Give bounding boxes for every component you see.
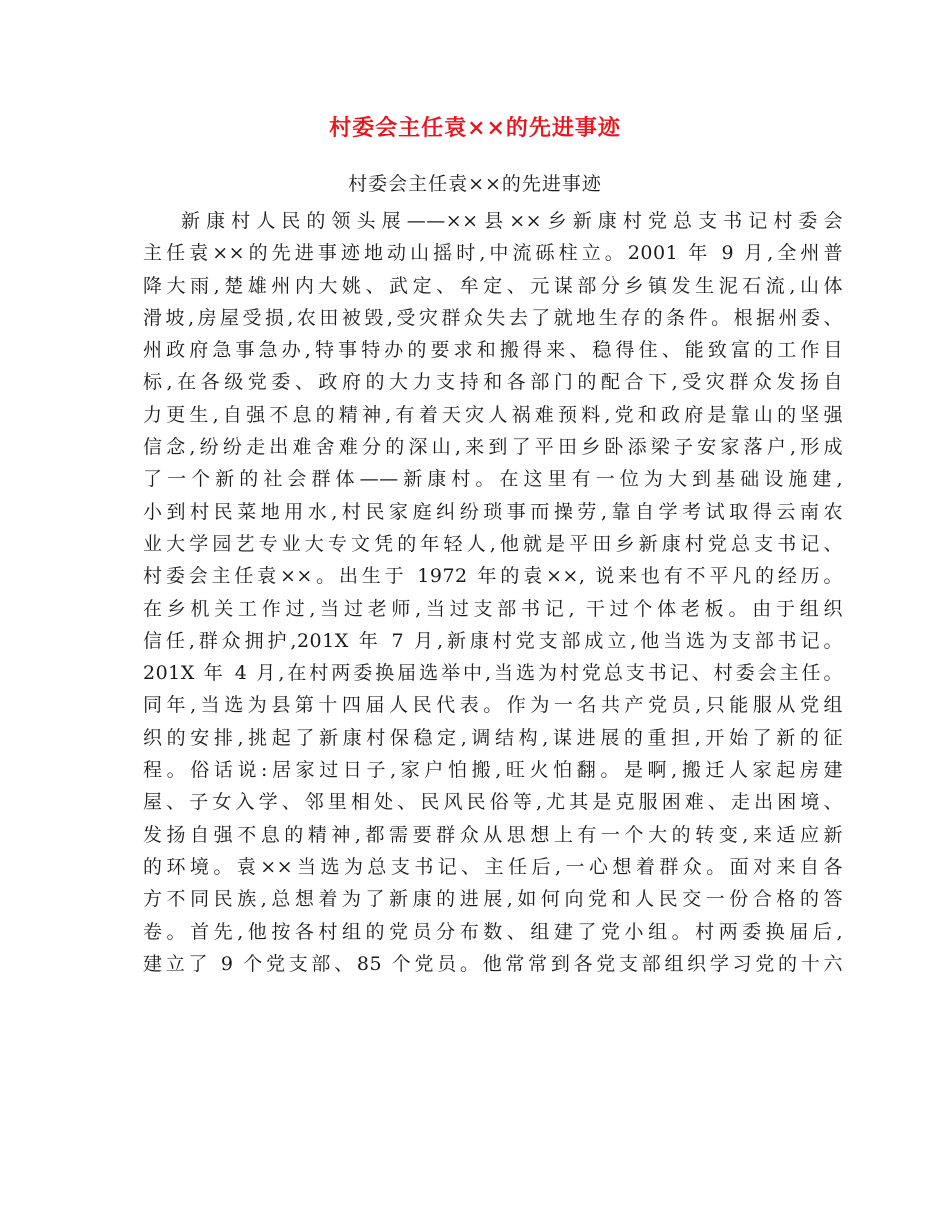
body-line: 力更生,自强不息的精神,有着天灾人祸难预料,党和政府是靠山的坚强 [143, 403, 843, 426]
body-line: 201X 年 4 月,在村两委换届选举中,当选为村党总支书记、村委会主任。 [143, 662, 843, 685]
body-text [143, 205, 843, 980]
body-line: 方不同民族,总想着为了新康的进展,如何向党和人民交一份合格的答 [143, 888, 843, 911]
body-line: 降大雨,楚雄州内大姚、武定、牟定、元谋部分乡镇发生泥石流,山体 [143, 274, 843, 297]
document-title: 村委会主任袁××的先进事迹 [329, 115, 621, 141]
body-line: 卷。首先,他按各村组的党员分布数、组建了党小组。村两委换届后, [143, 920, 843, 943]
body-line: 同年,当选为县第十四届人民代表。作为一名共产党员,只能服从党组 [143, 694, 843, 717]
body-line: 建立了 9 个党支部、85 个党员。他常常到各党支部组织学习党的十六 [143, 952, 843, 975]
document-subtitle: 村委会主任袁××的先进事迹 [348, 173, 602, 195]
body-line: 了一个新的社会群体——新康村。在这里有一位为大到基础设施建, [143, 468, 843, 491]
body-line: 标,在各级党委、政府的大力支持和各部门的配合下,受灾群众发扬自 [143, 371, 843, 394]
body-line: 州政府急事急办,特事特办的要求和搬得来、稳得住、能致富的工作目 [143, 339, 843, 362]
body-line: 业大学园艺专业大专文凭的年轻人,他就是平田乡新康村党总支书记、 [143, 532, 843, 555]
body-line: 小到村民菜地用水,村民家庭纠纷琐事而操劳,靠自学考试取得云南农 [143, 500, 843, 523]
body-line: 程。俗话说:居家过日子,家户怕搬,旺火怕翻。是啊,搬迁人家起房建 [143, 759, 843, 782]
body-line: 织的安排,挑起了新康村保稳定,调结构,谋进展的重担,开始了新的征 [143, 726, 843, 749]
body-line: 信念,纷纷走出难舍难分的深山,来到了平田乡卧添梁子安家落户,形成 [143, 436, 843, 459]
body-line: 信任,群众拥护,201X 年 7 月,新康村党支部成立,他当选为支部书记。 [143, 629, 843, 652]
body-line: 新康村人民的领头展——××县××乡新康村党总支书记村委会 [181, 210, 843, 232]
body-line: 主任袁××的先进事迹地动山摇时,中流砾柱立。2001 年 9 月,全州普 [143, 242, 843, 265]
body-line: 村委会主任袁××。出生于 1972 年的袁××, 说来也有不平凡的经历。 [143, 565, 843, 588]
body-line: 发扬自强不息的精神,都需要群众从思想上有一个大的转变,来适应新 [143, 823, 843, 846]
body-line: 的环境。袁××当选为总支书记、主任后,一心想着群众。面对来自各 [143, 855, 843, 878]
body-line: 在乡机关工作过,当过老师,当过支部书记, 干过个体老板。由于组织 [143, 597, 843, 620]
body-line: 屋、子女入学、邻里相处、民风民俗等,尤其是克服困难、走出困境、 [143, 791, 843, 814]
body-line: 滑坡,房屋受损,农田被毁,受灾群众失去了就地生存的条件。根据州委、 [143, 306, 843, 329]
